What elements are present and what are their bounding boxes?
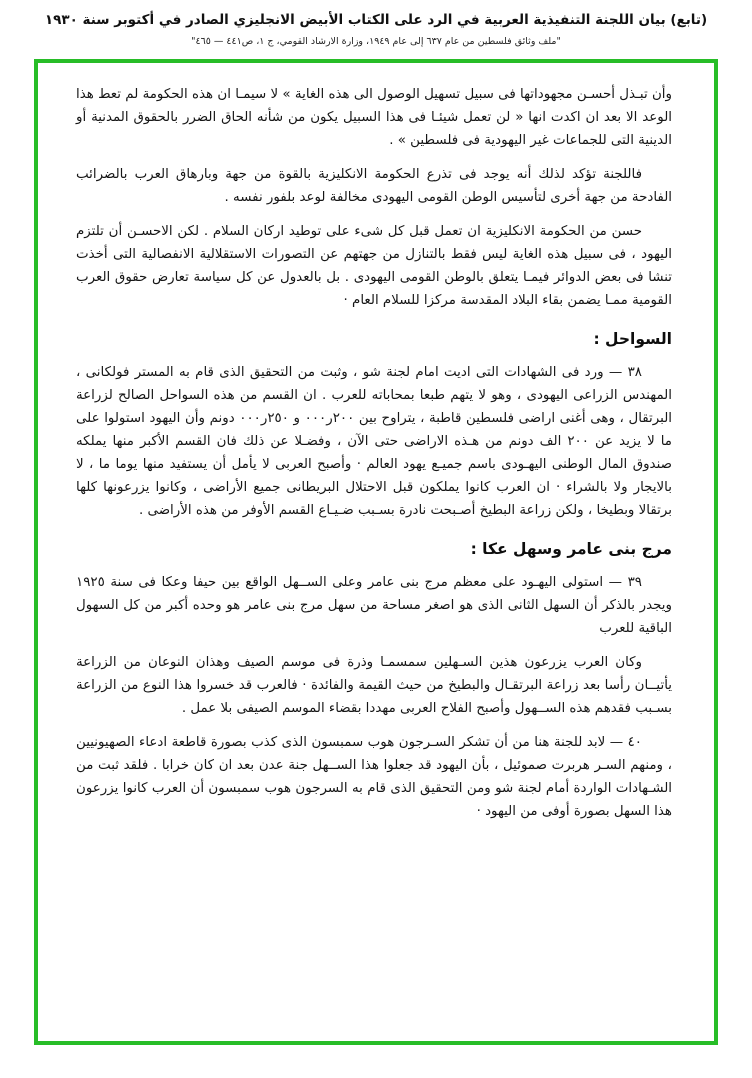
- body-paragraph: وأن تبـذل أحسـن مجهوداتها فى سبيل تسهيل الوصول الى هذه الغاية » لا سيمـا ان هذه الحكومة لم تعط هذا الوعد الا بعد ان اكدت انها « لن تعمل شيئـا فى هذا السبيل يكون من شأنه الحاق الضرر بالحقوق المدنية أو الدينية التى للجماعات غير اليهودية فى فلسطين » .: [76, 87, 672, 149]
- body-paragraph: ٤٠ — لابد للجنة هنا من أن تشكر السـرجون هوب سمبسون الذى كذب بصورة قاطعة ادعاء الصهيونيين ، ومنهم السـر هربرت صموئيل ، بأن اليهود قد جعلوا هذا الســهل جنة عدن بعد ان كان خرابا . فلقد ثبت من الشـهادات الواردة أمام لجنة شو ومن التحقيق الذى قام به السرجون هوب سمبسون أن العرب كانوا يزرعون هذا السهل بصورة أوفى من اليهود ·: [76, 735, 672, 820]
- body-paragraph: ٣٨ — ورد فى الشهادات التى اديت امام لجنة شو ، وثبت من التحقيق الذى قام به المستر فولكانى ، المهندس الزراعى اليهودى ، وهو لا يتهم طبعا بمحاباته للعرب . ان القسم من هذه السواحل الصالح لزراعة البرتقال ، وهى أغنى اراضى فلسطين قاطبة ، يتراوح بين ٢٠٠ر٠٠٠ و ٢٥٠ر٠٠٠ دونم وأن اليهود استولوا على ما لا يزيد عن ٢٠٠ الف دونم من هـذه الاراضى حتى الآن ، وفضـلا عن ذلك فان القسم الأكبر منها يملكه صندوق المال الوطنى اليهـودى باسم جميـع يهود العالم · وأصبح العربى لا يأمل أن يستفيد منها يوما ما ، لا بالايجار ولا بالشراء · ان العرب كانوا يملكون قبل الاحتلال البريطانى جميع الأراضى ، وكانوا يزرعونها كلها برتقالا وبطيخا ، ولكن زراعة البطيخ أصـبحت نادرة بسـبب ضـيـاع القسم الأوفر من هذه الأراضى .: [76, 365, 673, 519]
- document-frame: [34, 59, 718, 1045]
- document-source-citation: "ملف وثائق فلسطين من عام ٦٣٧ إلى عام ١٩٤٩، وزارة الارشاد القومي، ج ١، ص٤٤١ — ٤٦٥": [191, 36, 561, 48]
- page-header: [0, 0, 752, 47]
- body-paragraph: حسن من الحكومة الانكليزية ان تعمل قبل كل شىء على توطيد اركان السلام . لكن الاحسـن أن تلتزم اليهود ، فى سبيل هذه الغاية ليس فقط بالتنازل من جهتهم عن التصورات الاستقلالية الانفصالية التى أخذت تنشا فى بعض الدوائر فيمـا يتعلق بالوطن القومى اليهودى . بل بالعدول عن كل سياسة تعارض حقوق العرب القومية ممـا يضمن بقاء البلاد المقدسة مركزا للسلام العام ·: [76, 224, 672, 309]
- document-title: (تابع) بيان اللجنة التنفيذية العربية في الرد على الكتاب الأبيض الانجليزي الصادر في أكتوبر سنة ١٩٣٠: [44, 12, 708, 28]
- body-paragraph: فاللجنة تؤكد لذلك أنه يوجد فى تذرع الحكومة الانكليزية بالقوة من جهة وبارهاق العرب بالضرائب الفادحة من جهة أخرى لتأسيس الوطن القومى اليهودى مخالفة لوعد بلفور نفسه .: [76, 167, 672, 206]
- body-paragraph: وكان العرب يزرعون هذين السـهلين سمسمـا وذرة فى موسم الصيف وهذان النوعان من الزراعة يأتيــان رأسا بعد زراعة البرتقـال والبطيخ من حيث القيمة والفائدة · فالعرب قد خسروا هذا النوع من الزراعة بسـبب فقدهم هذه الســهول وأصبح الفلاح العربى مهددا بقضاء الموسم الصيفى بلا عمل .: [76, 655, 672, 717]
- document-body: [76, 83, 672, 823]
- body-paragraph: ٣٩ — استولى اليهـود على معظم مرج بنى عامر وعلى الســهل الواقع بين حيفا وعكا فى سنة ١٩٢٥ ويجدر بالذكر أن السهل الثانى الذى هو اصغر مساحة من سهل مرج بنى عامر هو وحده أكبر من كل السهول الباقية للعرب: [76, 575, 672, 637]
- section-heading: السواحل :: [593, 330, 672, 349]
- section-heading: مرج بنى عامر وسهل عكا :: [470, 540, 672, 559]
